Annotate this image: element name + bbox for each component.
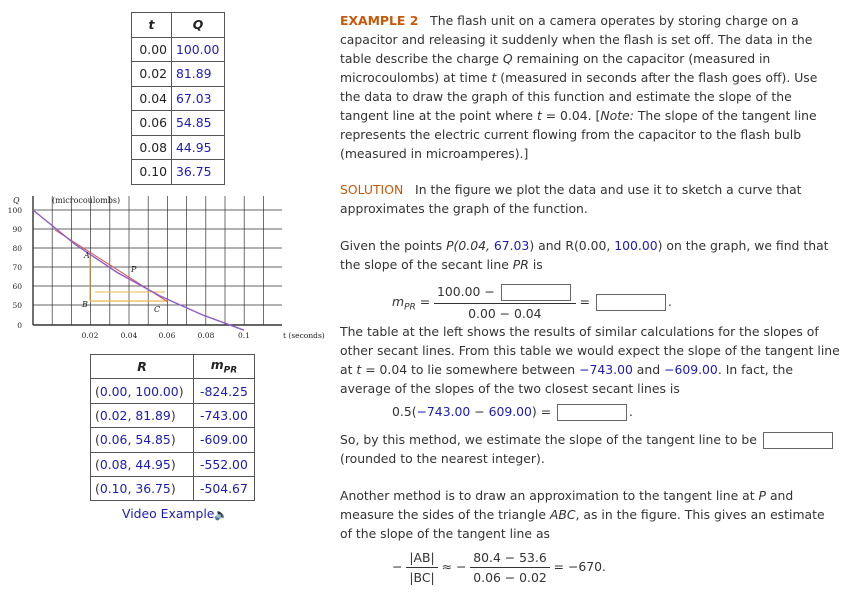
y-axis-label: Q [13, 196, 20, 205]
y-axis-unit: (microcoulombs) [52, 196, 121, 205]
r-coord: 44.95 [135, 456, 171, 472]
x-axis-unit: t (seconds) [283, 331, 325, 340]
r-cell: (0.10, 36.75) [91, 476, 194, 500]
r-cell: (0.00, 100.00) [91, 379, 194, 403]
charge-graph [0, 188, 330, 348]
estimate-answer-input[interactable] [763, 432, 833, 449]
r-coord: 0.00 [99, 383, 128, 399]
point-p-label: P [131, 265, 137, 274]
mpr-cell: -609.00 [194, 428, 255, 452]
example-paragraph: EXAMPLE 2 The flash unit on a camera operates by storing charge on a capacitor and releasing it suddenly when the flash is set off. The data in the table describe the charge Q remaining on the capacitor (measured in microcoulombs) at time t (measured in seconds after the flash goes off). Use the data to draw the graph of this function and estimate the slope of the tangent line at the point where t = 0.04. [Note: The slope of the tangent line represents the electric current flowing from the capacitor to the flash bulb (measured in microamperes).] [340, 13, 818, 161]
mpr-cell: -504.67 [194, 476, 255, 500]
average-answer-input[interactable] [557, 404, 627, 421]
table-row [132, 62, 225, 87]
y-tick-label: 90 [12, 225, 22, 234]
header-q: Q [172, 13, 225, 38]
table-paragraph: The table at the left shows the results of similar calculations for the slopes of other secant lines. From this table we would expect the slope of the tangent line at t = 0.04 to lie somewhere between −743.00 and −609.00. In fact, the average of the slopes of the two closest secant lines is [340, 324, 840, 396]
table-row [91, 403, 255, 427]
average-formula: 0.5(−743.00 − 609.00) = . [392, 404, 633, 419]
charge-data-table [131, 12, 225, 185]
header-r: R [91, 355, 194, 379]
q-cell: 100.00 [172, 37, 225, 62]
t-cell: 0.06 [132, 111, 172, 136]
x-tick-label: 0.02 [81, 331, 99, 340]
t-cell: 0.10 [132, 160, 172, 185]
solution-heading: SOLUTION [340, 182, 404, 197]
solution-paragraph: SOLUTION In the figure we plot the data and use it to sketch a curve that approximates the graph of the function. [340, 182, 802, 216]
point-c-label: C [154, 305, 161, 314]
another-method-paragraph: Another method is to draw an approximation to the tangent line at P and measure the sides of the triangle ABC, as in the figure. This gives an estimate of the slope of the tangent line as [340, 488, 825, 541]
x-tick-label: 0.04 [120, 331, 138, 340]
q-cell: 67.03 [172, 86, 225, 111]
r-coord: 0.06 [99, 432, 128, 448]
r-cell: (0.08, 44.95) [91, 452, 194, 476]
r-cell: (0.02, 81.89) [91, 403, 194, 427]
table-row [132, 160, 225, 185]
r-coord: 0.02 [99, 407, 128, 423]
q-cell: 36.75 [172, 160, 225, 185]
x-tick-label: 0.06 [158, 331, 176, 340]
r-coord: 100.00 [135, 383, 179, 399]
point-a-label: A [84, 251, 90, 260]
y-tick-label: 70 [12, 263, 22, 272]
table-row [91, 476, 255, 500]
r-coord: 0.10 [99, 481, 128, 497]
r-coord: 54.85 [135, 432, 171, 448]
table-row [132, 135, 225, 160]
y-tick-label: 100 [7, 206, 22, 215]
header-t: t [132, 13, 172, 38]
example-heading: EXAMPLE 2 [340, 13, 419, 28]
given-paragraph: Given the points P(0.04, 67.03) and R(0.00, 100.00) on the graph, we find that the slope of the secant line PR is [340, 238, 829, 272]
triangle-formula: − $\frac{|AB|}{|BC|}$ ≈ − $\frac{80.4 - 53.6}{0.06 - 0.02}$ = −670. [392, 550, 606, 585]
t-cell: 0.04 [132, 86, 172, 111]
slope-formula: $m_{PR}$ = $\frac{100.00 -}{0.00 - 0.04}$ = . [392, 284, 672, 321]
y-tick-label: 0 [17, 321, 22, 330]
speaker-icon: 🔈 [214, 508, 229, 521]
t-cell: 0.08 [132, 135, 172, 160]
charge-curve [33, 210, 244, 330]
x-tick-label: 0.08 [197, 331, 215, 340]
q-cell: 54.85 [172, 111, 225, 136]
point-b-label: B [82, 300, 88, 309]
table-row [132, 37, 225, 62]
numerator-answer-input[interactable] [501, 284, 571, 301]
q-cell: 81.89 [172, 62, 225, 87]
mpr-cell: -743.00 [194, 403, 255, 427]
y-tick-label: 50 [12, 301, 22, 310]
table-row [91, 428, 255, 452]
y-tick-label: 60 [12, 282, 22, 291]
t-cell: 0.02 [132, 62, 172, 87]
mpr-cell: -552.00 [194, 452, 255, 476]
slope-answer-input[interactable] [596, 294, 666, 311]
table-row [132, 86, 225, 111]
table-row [91, 452, 255, 476]
mpr-cell: -824.25 [194, 379, 255, 403]
table-row [91, 379, 255, 403]
x-tick-label: 0.1 [238, 331, 250, 340]
r-cell: (0.06, 54.85) [91, 428, 194, 452]
secant-slopes-table [90, 354, 255, 501]
r-coord: 81.89 [135, 407, 171, 423]
q-cell: 44.95 [172, 135, 225, 160]
estimate-paragraph: So, by this method, we estimate the slope of the tangent line to be (rounded to the nearest integer). [340, 430, 840, 468]
header-mpr: $m_{PR}$ [194, 355, 255, 379]
y-tick-label: 80 [12, 244, 22, 253]
video-example-link[interactable]: Video Example🔈 [122, 506, 229, 521]
r-coord: 0.08 [99, 456, 128, 472]
r-coord: 36.75 [135, 481, 171, 497]
t-cell: 0.00 [132, 37, 172, 62]
table-row [132, 111, 225, 136]
